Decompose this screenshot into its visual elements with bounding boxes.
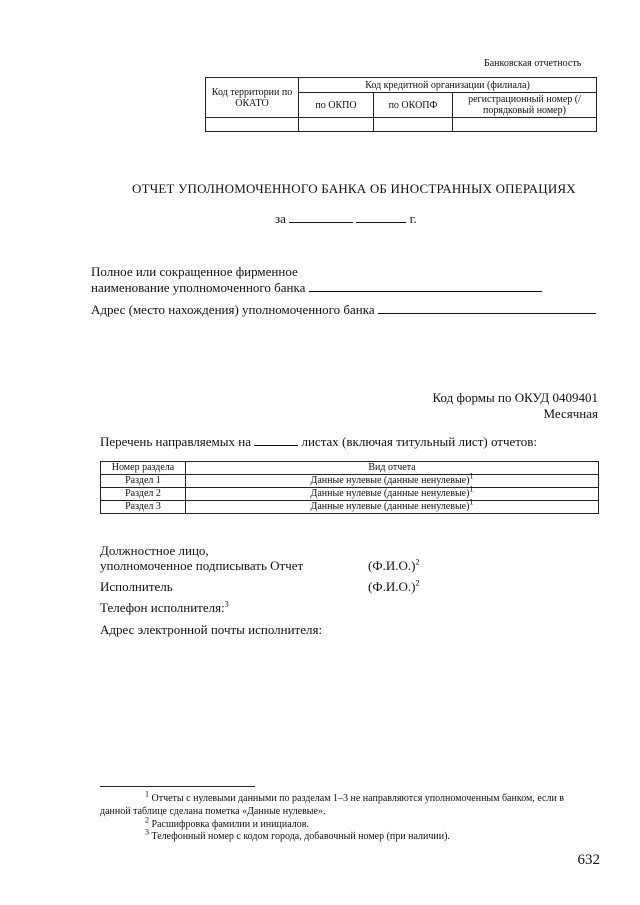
reg-number-header: регистрационный номер (/порядковый номер) [453,93,597,118]
bank-name-label-2: наименование уполномоченного банка [91,280,542,296]
footnote-1-cont: данной таблице сделана пометка «Данные нулевые». [100,806,326,817]
official-fio[interactable]: $(Ф.И.О.)^2$ [368,557,420,573]
okpo-value[interactable] [299,118,374,132]
section-number: Раздел 3 [101,501,186,514]
section-type[interactable]: Данные нулевые (данные ненулевые)$^1$ [186,501,599,514]
bank-name-label: Полное или сокращенное фирменное [91,264,298,279]
official-label: Должностное лицо, [100,543,209,558]
form-code: Код формы по ОКУД 0409401 [432,390,598,405]
executor-label: Исполнитель [100,579,173,594]
page-number: 632 [577,852,600,868]
period-month-field[interactable] [289,222,353,223]
executor-fio[interactable]: $(Ф.И.О.)^2$ [368,578,420,594]
report-title: ОТЧЕТ УПОЛНОМОЧЕННОГО БАНКА ОБ ИНОСТРАННЫХ ОПЕРАЦИЯХ [132,181,576,196]
credit-org-header: Код кредитной организации (филиала) [299,78,597,93]
section-type[interactable]: Данные нулевые (данные ненулевые)$^1$ [186,488,599,501]
period-year-field[interactable] [356,222,406,223]
sheets-count-field[interactable] [254,445,298,446]
sections-table [100,461,599,514]
sections-col-number: Номер раздела [101,462,186,475]
territory-header: Код территории по ОКАТО [206,78,299,118]
email-label: Адрес электронной почты исполнителя: [100,622,323,637]
footnote-1: $^1$ Отчеты с нулевыми данными по разделам 1–3 не направляются уполномоченным банком, если в [145,789,565,804]
okopf-header: по ОКОПФ [374,93,453,118]
bank-name-field[interactable] [309,291,542,292]
table-row [101,475,599,488]
report-period: за г. [275,211,417,226]
official-label-2: уполномоченное подписывать Отчет [100,558,304,573]
reg-number-value[interactable] [453,118,597,132]
code-table [205,77,597,132]
footnote-2: $^2$ Расшифровка фамилии и инициалов. [145,815,309,830]
section-number: Раздел 1 [101,475,186,488]
section-type[interactable]: Данные нулевые (данные ненулевые)$^1$ [186,475,599,488]
table-row [101,501,599,514]
footnote-3: $^3$ Телефонный номер с кодом города, добавочный номер (при наличии). [145,827,450,842]
bank-address-label: Адрес (место нахождения) уполномоченного банка [91,302,596,318]
territory-value[interactable] [206,118,299,132]
sheets-count-line: Перечень направляемых на листах (включая титульный лист) отчетов: [100,434,538,449]
phone-label: Телефон исполнителя:$^3$ [100,599,229,615]
table-row [101,488,599,501]
bank-address-field[interactable] [378,313,596,314]
footnote-divider [100,786,255,787]
report-category: Банковская отчетность [484,58,582,69]
periodicity: Месячная [543,406,598,421]
okopf-value[interactable] [374,118,453,132]
okpo-header: по ОКПО [299,93,374,118]
sections-col-type: Вид отчета [186,462,599,475]
section-number: Раздел 2 [101,488,186,501]
